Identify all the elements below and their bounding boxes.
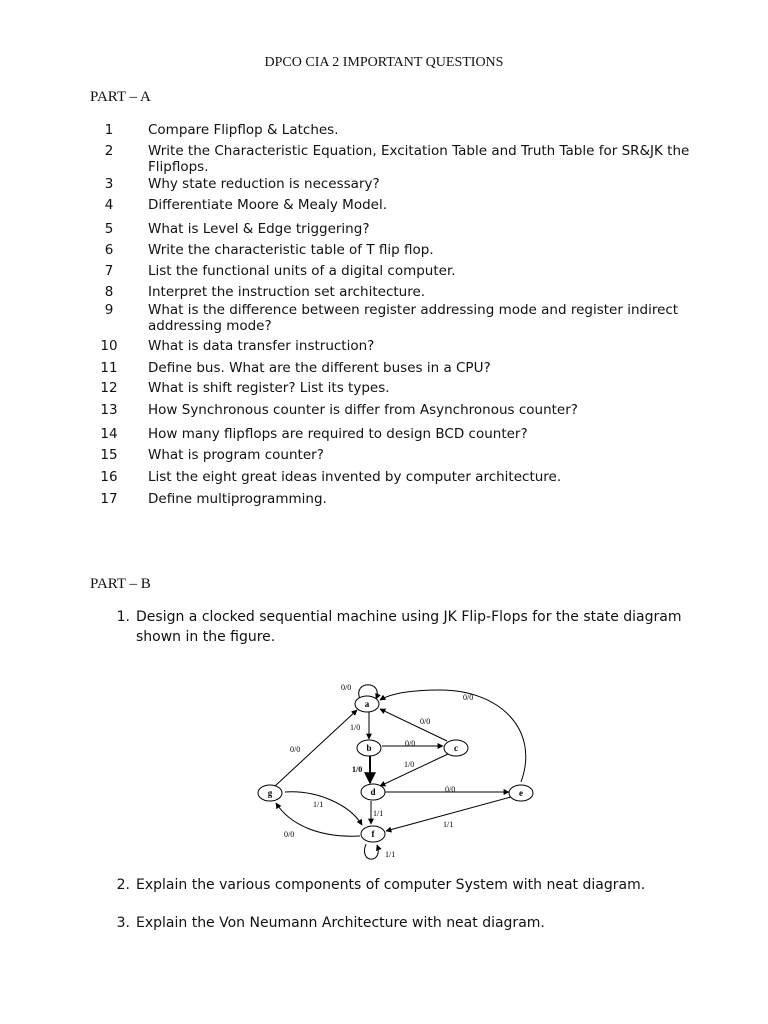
question-number: 17 xyxy=(100,491,118,507)
question-number: 8 xyxy=(104,284,114,300)
edge-label: 0/0 xyxy=(405,739,416,748)
question-number: 14 xyxy=(100,426,118,442)
question-number: 13 xyxy=(100,402,118,418)
edge-label: 1/0 xyxy=(404,760,415,769)
question-text: Compare Flipflop & Latches. xyxy=(148,122,339,138)
edge-label: 1/0 xyxy=(350,723,361,732)
question-text: Differentiate Moore & Mealy Model. xyxy=(148,197,387,213)
question-number: 5 xyxy=(104,221,114,237)
question-text: What is program counter? xyxy=(148,447,324,463)
edge-label: 0/0 xyxy=(290,745,301,754)
question-text: What is the difference between register addressing mode and register indirect addressing mode? xyxy=(148,302,679,334)
edge-label: 1/1 xyxy=(313,800,324,809)
question-number: 11 xyxy=(100,360,118,376)
transitions xyxy=(275,685,526,859)
question-text: Explain the various components of computer System with neat diagram. xyxy=(136,877,646,893)
edge-label: 0/0 xyxy=(341,683,352,692)
edge-c-a xyxy=(380,709,447,741)
question-number: 4 xyxy=(104,197,114,213)
question-number: 7 xyxy=(104,263,114,279)
state-diagram xyxy=(250,672,540,868)
question-number: 16 xyxy=(100,469,118,485)
question-number: 15 xyxy=(100,447,118,463)
states xyxy=(258,696,533,842)
edge-g-a xyxy=(275,710,357,786)
question-text: Define multiprogramming. xyxy=(148,491,327,507)
edge-label: 0/0 xyxy=(445,785,456,794)
question-text: List the eight great ideas invented by computer architecture. xyxy=(148,469,562,485)
question-number: 12 xyxy=(100,380,118,396)
edge-label: 0/0 xyxy=(284,830,295,839)
state-label: a xyxy=(364,699,370,709)
question-text: List the functional units of a digital computer. xyxy=(148,263,456,279)
edge-label: 1/1 xyxy=(443,820,454,829)
part-b-heading: PART – B xyxy=(90,576,151,592)
state-label: b xyxy=(366,743,372,753)
question-number: 9 xyxy=(104,302,114,318)
question-text: Why state reduction is necessary? xyxy=(148,176,380,192)
question-number: 3 xyxy=(104,176,114,192)
state-label: e xyxy=(519,788,523,798)
question-text: What is data transfer instruction? xyxy=(148,338,375,354)
question-text: Define bus. What are the different buses in a CPU? xyxy=(148,360,491,376)
question-text: Design a clocked sequential machine using JK Flip-Flops for the state diagram shown in the figure. xyxy=(136,609,682,645)
edge-g-f xyxy=(285,792,362,825)
question-text: Write the characteristic table of T flip flop. xyxy=(148,242,434,258)
edge-e-a xyxy=(380,690,526,782)
question-text: Write the Characteristic Equation, Excitation Table and Truth Table for SR&JK the Flipflops. xyxy=(148,143,690,175)
question-number: 10 xyxy=(100,338,118,354)
state-labels xyxy=(268,699,523,839)
question-number: 2. xyxy=(116,877,130,893)
question-text: How Synchronous counter is differ from Asynchronous counter? xyxy=(148,402,578,418)
question-number: 6 xyxy=(104,242,114,258)
question-number: 2 xyxy=(104,143,114,159)
question-number: 1. xyxy=(116,609,130,625)
question-text: How many flipflops are required to design BCD counter? xyxy=(148,426,528,442)
page-title: DPCO CIA 2 IMPORTANT QUESTIONS xyxy=(264,55,504,70)
edge-c-d xyxy=(380,754,448,786)
edge-label: 1/1 xyxy=(385,850,396,859)
state-label: c xyxy=(454,743,458,753)
part-a-heading: PART – A xyxy=(90,89,151,105)
question-number: 1 xyxy=(104,122,114,138)
question-text: What is Level & Edge triggering? xyxy=(148,221,370,237)
state-label: g xyxy=(267,788,273,798)
question-text: Explain the Von Neumann Architecture with neat diagram. xyxy=(136,915,545,931)
state-label: d xyxy=(370,787,376,797)
edge-label: 1/1 xyxy=(373,809,384,818)
question-text: Interpret the instruction set architecture. xyxy=(148,284,426,300)
question-text: What is shift register? List its types. xyxy=(148,380,390,396)
state-label: f xyxy=(371,829,375,839)
edge-label: 1/0 xyxy=(352,765,363,774)
edge-f-f xyxy=(364,844,378,859)
edge-label: 0/0 xyxy=(463,693,474,702)
edge-label: 0/0 xyxy=(420,717,431,726)
question-number: 3. xyxy=(116,915,130,931)
